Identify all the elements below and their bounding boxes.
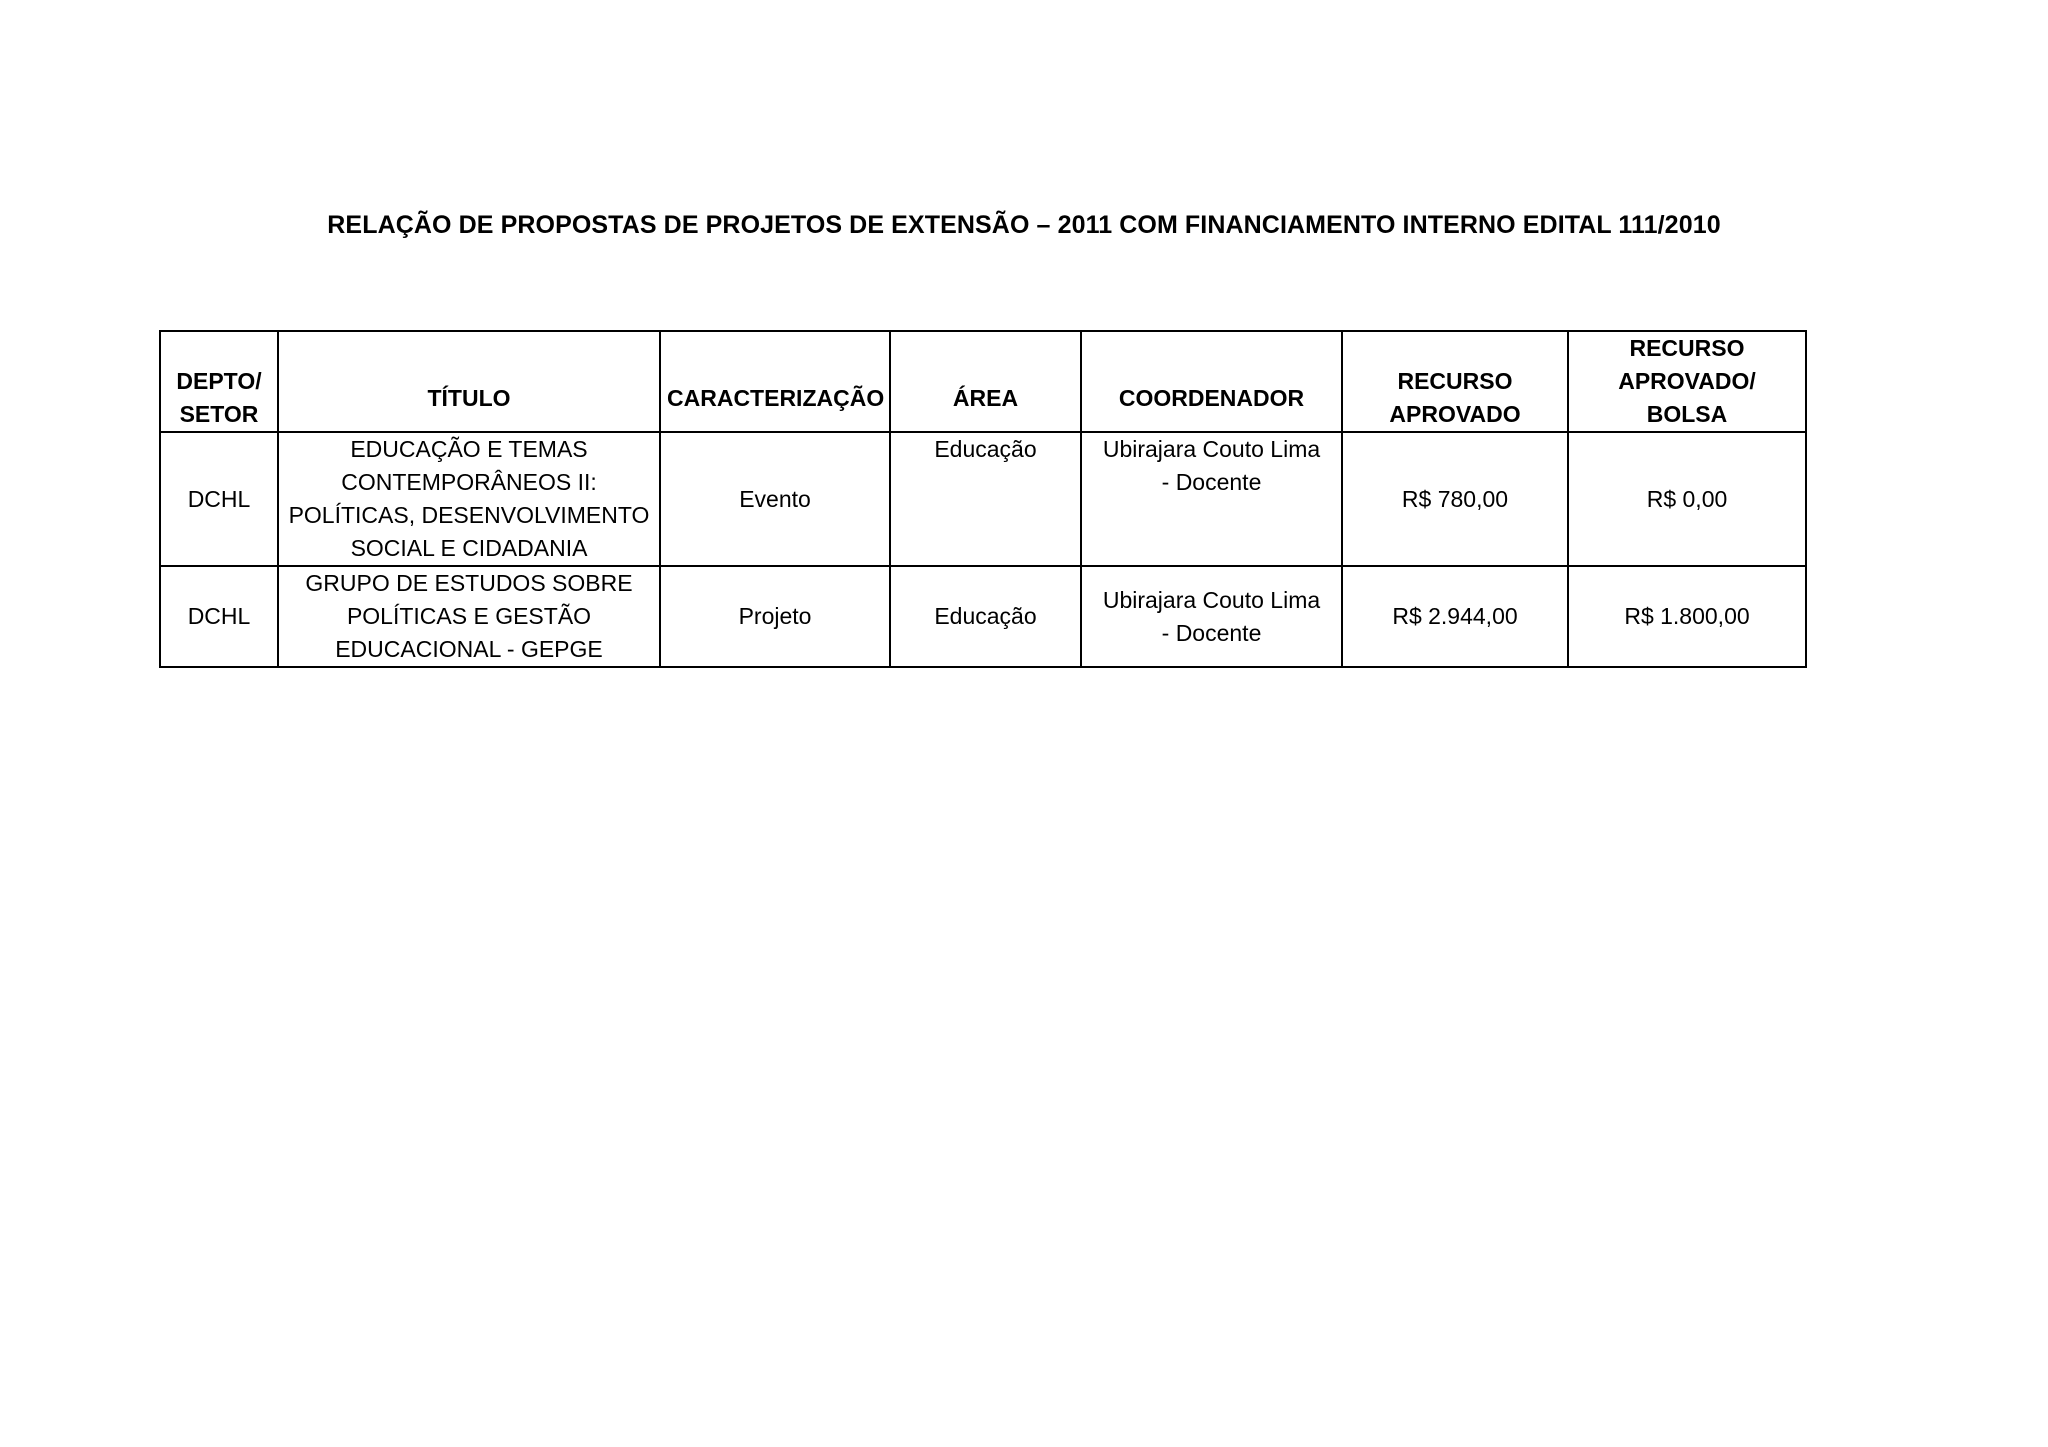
header-recurso-bolsa-line: BOLSA [1646, 401, 1728, 427]
cell-coordenador [1081, 432, 1342, 566]
cell-depto: DCHL [160, 432, 278, 566]
cell-titulo-line: SOCIAL E CIDADANIA [350, 535, 588, 561]
cell-titulo [278, 432, 660, 566]
header-depto [160, 331, 278, 432]
cell-titulo-line: POLÍTICAS, DESENVOLVIMENTO [288, 502, 650, 528]
cell-recurso-bolsa: R$ 0,00 [1568, 432, 1806, 566]
header-recurso-aprovado-line: RECURSO [1397, 368, 1513, 394]
header-recurso-aprovado [1342, 331, 1568, 432]
cell-titulo-line: POLÍTICAS E GESTÃO [346, 603, 592, 629]
cell-coordenador-line: Ubirajara Couto Lima [1102, 436, 1321, 462]
cell-titulo-line: GRUPO DE ESTUDOS SOBRE [305, 570, 633, 596]
cell-titulo-line: EDUCAÇÃO E TEMAS [350, 436, 588, 462]
cell-coordenador-line: - Docente [1161, 469, 1262, 495]
cell-titulo-line: EDUCACIONAL - GEPGE [335, 636, 603, 662]
cell-coordenador-line: - Docente [1161, 619, 1262, 646]
header-coordenador [1081, 331, 1342, 432]
cell-depto: DCHL [160, 566, 278, 667]
proposals-table [159, 330, 1807, 668]
cell-caracterizacao: Evento [660, 432, 890, 566]
header-area-label: ÁREA [952, 385, 1019, 411]
header-titulo [278, 331, 660, 432]
header-area [890, 331, 1081, 432]
cell-recurso-aprovado: R$ 780,00 [1342, 432, 1568, 566]
header-caracterizacao-label: CARACTERIZAÇÃO [667, 385, 885, 411]
cell-coordenador-line: Ubirajara Couto Lima [1102, 586, 1321, 613]
header-titulo-label: TÍTULO [427, 385, 511, 411]
cell-area: Educação [890, 566, 1081, 667]
cell-titulo [278, 566, 660, 667]
header-depto-line: SETOR [179, 401, 259, 427]
cell-recurso-aprovado: R$ 2.944,00 [1342, 566, 1568, 667]
header-recurso-bolsa-line: RECURSO [1629, 335, 1745, 361]
header-recurso-bolsa [1568, 331, 1806, 432]
table-header-row [160, 331, 1806, 432]
header-depto-line: DEPTO/ [176, 368, 262, 394]
table-row [160, 432, 1806, 566]
cell-titulo-line: CONTEMPORÂNEOS II: [341, 469, 597, 495]
cell-caracterizacao: Projeto [660, 566, 890, 667]
cell-coordenador [1081, 566, 1342, 667]
header-caracterizacao [660, 331, 890, 432]
document-title: RELAÇÃO DE PROPOSTAS DE PROJETOS DE EXTENSÃO – 2011 COM FINANCIAMENTO INTERNO EDITAL 111/2010 [327, 211, 1721, 239]
table-row [160, 566, 1806, 667]
cell-recurso-bolsa: R$ 1.800,00 [1568, 566, 1806, 667]
header-recurso-bolsa-line: APROVADO/ [1618, 368, 1756, 394]
header-recurso-aprovado-line: APROVADO [1389, 401, 1521, 427]
header-coordenador-label: COORDENADOR [1118, 385, 1305, 411]
cell-area: Educação [890, 432, 1081, 566]
